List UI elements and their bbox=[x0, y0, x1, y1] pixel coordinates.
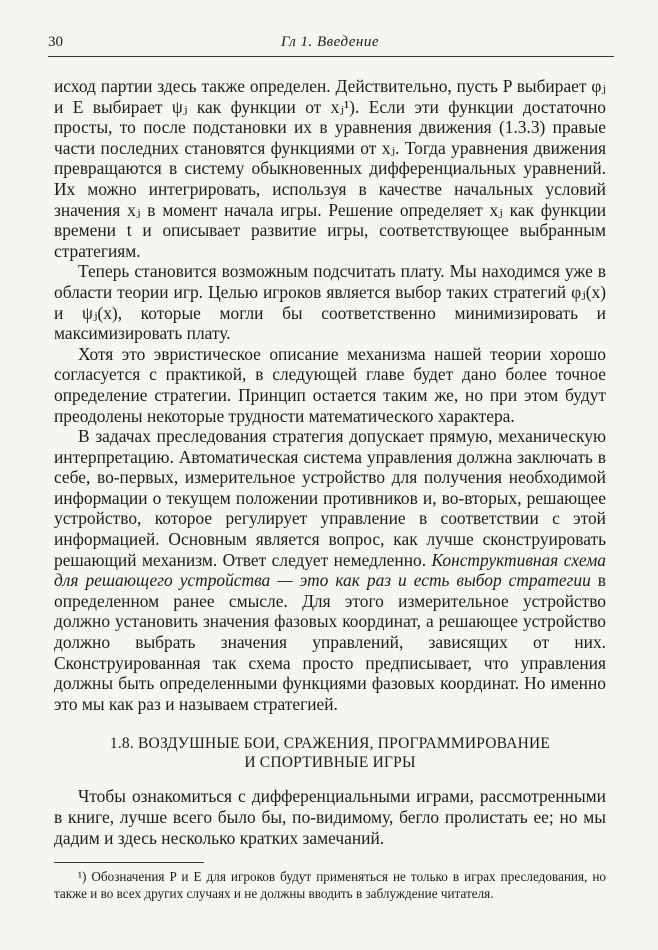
body-text bbox=[54, 76, 606, 848]
footnote: ¹) Обозначения P и E для игроков будут применяться не только в играх преследования, но также и во всех других случаях и не должны вводить в заблуждение читателя. bbox=[54, 869, 606, 901]
paragraph-1: исход партии здесь также определен. Действительно, пусть P выбирает φⱼ и E выбирает ψⱼ как функции от xⱼ¹). Если эти функции достаточно просты, то после подстановки их в уравнения движения (1.3.3) правые части последних становятся функциями от xⱼ. Тогда уравнения движения превращаются в систему обыкновенных дифференциальных уравнений. Их можно интегрировать, используя в качестве начальных условий значения xⱼ в момент начала игры. Решение определяет xⱼ как функции времени t и описывает развитие игры, соответствующее выбранным стратегиям. bbox=[54, 76, 606, 261]
page-number: 30 bbox=[48, 34, 63, 50]
section-heading-line-2: И СПОРТИВНЫЕ ИГРЫ bbox=[244, 754, 416, 772]
paragraph-4-italic: Конструктивная схема для решающего устройства — это как раз и есть выбор стратегии bbox=[54, 549, 606, 591]
paragraph-5: Чтобы ознакомиться с дифференциальными играми, рассмотренными в книге, лучше всего было бы, по-видимому, бегло пролистать ее; но мы дадим и здесь несколько кратких замечаний. bbox=[54, 786, 606, 848]
footnote-rule bbox=[54, 862, 204, 863]
header-rule bbox=[48, 56, 614, 57]
paragraph-4-text-a: В задачах преследования стратегия допускает прямую, механическую интерпретацию. Автоматическая система управления должна заключать в себе, во-первых, измерительное устройство для получения необходимой информации о текущем положении противников и, во-вторых, решающее устройство, которое регулирует управление в соответствии с этой информацией. Основным является вопрос, как лучше сконструировать решающий механизм. Ответ следует немедленно. bbox=[54, 426, 606, 570]
running-head bbox=[48, 34, 606, 58]
paragraph-3: Хотя это эвристическое описание механизма нашей теории хорошо согласуется с практикой, в следующей главе будет дано более точное определение стратегии. Принцип остается таким же, но при этом будут преодолены некоторые трудности математического характера. bbox=[54, 343, 606, 426]
paragraph-2: Теперь становится возможным подсчитать плату. Мы находимся уже в области теории игр. Целью игроков является выбор таких стратегий φⱼ(x) и ψⱼ(x), которые могли бы соответственно минимизировать и максимизировать плату. bbox=[54, 261, 606, 344]
section-heading bbox=[54, 734, 606, 772]
section-heading-line-1: 1.8. ВОЗДУШНЫЕ БОИ, СРАЖЕНИЯ, ПРОГРАММИРОВАНИЕ bbox=[109, 735, 551, 753]
chapter-title: Гл 1. Введение bbox=[280, 34, 379, 50]
paragraph-4-text-b: в определенном ранее смысле. Для этого измерительное устройство должно установить значения фазовых координат, а решающее устройство должно выбрать значения управлений, зависящих от них. Сконструированная так схема просто предписывает, что управления должны быть определенными функциями фазовых координат. Но именно это мы как раз и называем стратегией. bbox=[54, 570, 606, 714]
paragraph-4 bbox=[54, 426, 606, 714]
book-page bbox=[48, 34, 606, 902]
